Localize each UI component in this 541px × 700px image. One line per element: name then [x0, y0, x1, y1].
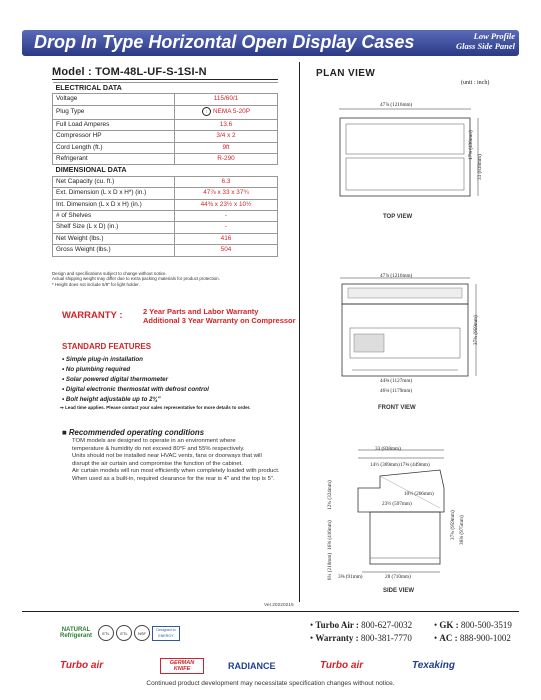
natural-refrigerant-logo [58, 627, 94, 639]
spec-value: - [175, 222, 278, 233]
footer-note: Continued product development may necessitate specification changes without notice. [146, 680, 395, 687]
recommended-line: Air curtain models will run most efficiently when completely loaded with product. [72, 468, 280, 475]
spec-label: Ext. Dimension (L x D x H*) (in.) [53, 188, 175, 199]
natural-label: NATURAL [61, 627, 91, 633]
side-d1-dim: 14½ (369mm) [370, 462, 400, 468]
plan-view-title: PLAN VIEW [316, 68, 376, 79]
contact-number: 800-381-7770 [360, 633, 412, 643]
side-depth-dim: 33 (838mm) [375, 446, 401, 452]
turbo-air-logo: Turbo air [60, 660, 104, 671]
footer-divider [22, 611, 519, 612]
bullet-icon: • [434, 620, 438, 630]
standard-features-list [62, 355, 209, 405]
german-knife-logo: GERMAN KNIFE [160, 658, 204, 674]
feature-item: • Simple plug-in installation [62, 356, 143, 363]
spec-value: R-290 [175, 154, 278, 165]
spec-value: 9ft [175, 142, 278, 153]
turbo-air-logo-2: Turbo air [320, 660, 364, 671]
contact-number: 800-627-0032 [361, 620, 413, 630]
spec-label: Net Weight (lbs.) [53, 233, 175, 244]
bullet-icon: • [310, 633, 314, 643]
unit-note: (unit : inch) [461, 80, 490, 86]
side-h5-dim: 38⅜ (975mm) [459, 515, 465, 545]
electrical-heading: ELECTRICAL DATA [53, 83, 278, 94]
spec-value: 44⅜ x 23½ x 10½ [175, 199, 278, 210]
top-view-drawing [330, 100, 480, 230]
front-height-dim: 37¾ (959mm) [473, 315, 479, 345]
contact-warranty [310, 633, 412, 643]
spec-value: 115/60/1 [175, 94, 278, 105]
contact-ac [434, 633, 511, 643]
spec-label: Full Load Amperes [53, 119, 175, 130]
front-base-width-dim: 46⅛ (1179mm) [380, 388, 413, 394]
warranty-line-2: Additional 3 Year Warranty on Compressor [143, 316, 296, 325]
spec-label: # of Shelves [53, 211, 175, 222]
recommended-line: TOM models are designed to operate in an environment where [72, 438, 236, 444]
spec-label: Gross Weight (lbs.) [53, 245, 175, 256]
header-subtitle [456, 31, 515, 51]
contact-label: GK : [439, 620, 459, 630]
recommended-line: When used as a built-in, required clearance for the rear is 4" and the top is 5". [72, 475, 275, 482]
spec-value: 6.3 [175, 176, 278, 187]
recommended-title: ■ Recommended operating conditions [62, 428, 205, 437]
energy-star-logo: Designed to ENERGY [152, 626, 180, 641]
recommended-text [72, 438, 279, 484]
contact-gk [434, 620, 512, 630]
model-underline [52, 79, 278, 80]
note-line: * Height does not include 5/8" for light holder. [52, 281, 140, 287]
feature-item: • Digital electronic thermostat with defrost control [62, 386, 209, 393]
spec-value: 13.6 [175, 119, 278, 130]
bullet-icon: • [310, 620, 314, 630]
spec-value: - [175, 211, 278, 222]
side-h2-dim: 16⅜ (416mm) [327, 520, 333, 550]
side-d4-dim: 23½ (597mm) [382, 501, 412, 507]
side-h1-dim: 12¾ (324mm) [327, 480, 333, 510]
etl-logo: ETL [98, 625, 114, 641]
spec-label: Int. Dimension (L x D x H) (in.) [53, 199, 175, 210]
column-divider [299, 62, 300, 602]
top-depth-dim: 33 (838mm) [477, 154, 483, 180]
spec-label: Net Capacity (cu. ft.) [53, 176, 175, 187]
spec-value: 416 [175, 233, 278, 244]
spec-label: Refrigerant [53, 154, 175, 165]
front-view-drawing [330, 270, 480, 390]
lead-time-note: ⇒ Lead time applies. Please contact your sales representative for more details to order. [60, 405, 251, 410]
subtitle-line-2: Glass Side Panel [455, 41, 515, 51]
nsf-logo: NSF [134, 625, 150, 641]
front-inner-width-dim: 44⅜ (1127mm) [380, 378, 413, 384]
version-label: Ver.20220215 [264, 603, 294, 608]
top-inner-depth-dim: 17⅛ (436mm) [468, 130, 474, 160]
feature-item: • Bolt height adjustable up to 2¾" [62, 396, 161, 403]
contact-number: 800-500-3519 [460, 620, 512, 630]
plug-type-value: NEMA 5-20P [213, 108, 250, 116]
contact-number: 888-900-1002 [459, 633, 511, 643]
spec-table [52, 82, 278, 257]
spec-label: Cord Length (ft.) [53, 142, 175, 153]
etl-sanitation-logo: ETL [116, 625, 132, 641]
plug-icon: ⁝ [202, 107, 211, 116]
recommended-line: Units should not be installed near HVAC vents, fans or doorways that will [72, 453, 262, 460]
feature-item: • Solar powered digital thermometer [62, 376, 169, 383]
feature-item: • No plumbing required [62, 366, 131, 373]
spec-label: Voltage [53, 94, 175, 105]
top-width-dim: 47⅞ (1216mm) [380, 102, 413, 108]
page-title: Drop In Type Horizontal Open Display Cases [34, 32, 415, 52]
spec-value: 3/4 x 2 [175, 131, 278, 142]
side-d2-dim: 17⅝ (449mm) [400, 462, 430, 468]
texaking-logo: Texaking [412, 660, 455, 671]
contact-turbo-air [310, 620, 412, 630]
model-number: Model : TOM-48L-UF-S-1SI-N [52, 66, 207, 78]
contact-label: AC : [439, 633, 458, 643]
side-b2-dim: 28 (710mm) [385, 574, 411, 580]
spec-value [175, 105, 278, 119]
recommended-line: temperature & humidity do not exceed 80°F and 55% respectively. [72, 445, 245, 452]
spec-label: Shelf Size (L x D) (in.) [53, 222, 175, 233]
warranty-label: WARRANTY : [62, 310, 123, 321]
front-width-dim: 47⅞ (1216mm) [380, 273, 413, 279]
side-h3-dim: 8¼ (210mm) [327, 552, 333, 580]
side-d3-dim: 10½ (266mm) [404, 491, 434, 497]
side-b1-dim: 3⅝ (91mm) [338, 574, 363, 580]
spec-label: Compressor HP [53, 131, 175, 142]
front-view-label: FRONT VIEW [378, 405, 416, 411]
standard-features-title: STANDARD FEATURES [62, 342, 152, 351]
recommended-line: disrupt the air curtain and compromise the function of the cabinet. [72, 460, 243, 467]
side-h4-dim: 37¾ (959mm) [450, 510, 456, 540]
contact-label: Warranty : [315, 633, 359, 643]
bullet-icon: • [434, 633, 438, 643]
contact-label: Turbo Air : [315, 620, 359, 630]
radiance-logo: RADIANCE [228, 661, 276, 671]
top-view-label: TOP VIEW [383, 214, 413, 220]
spec-label: Plug Type [53, 105, 175, 119]
spec-value: 504 [175, 245, 278, 256]
spec-value: 47⅞ x 33 x 37¾ [175, 188, 278, 199]
note-line: Design and specifications subject to change without notice. [52, 271, 167, 276]
subtitle-line-1: Low Profile [473, 31, 515, 41]
side-view-label: SIDE VIEW [383, 588, 415, 594]
dimensional-heading: DIMENSIONAL DATA [53, 165, 278, 176]
refrigerant-label: Refrigerant [59, 633, 92, 639]
warranty-line-1: 2 Year Parts and Labor Warranty [143, 307, 259, 316]
spec-notes [52, 271, 220, 287]
warranty-text [143, 307, 296, 325]
note-line: Actual shipping weight may differ due to extra packing materials for product protection. [52, 276, 220, 282]
